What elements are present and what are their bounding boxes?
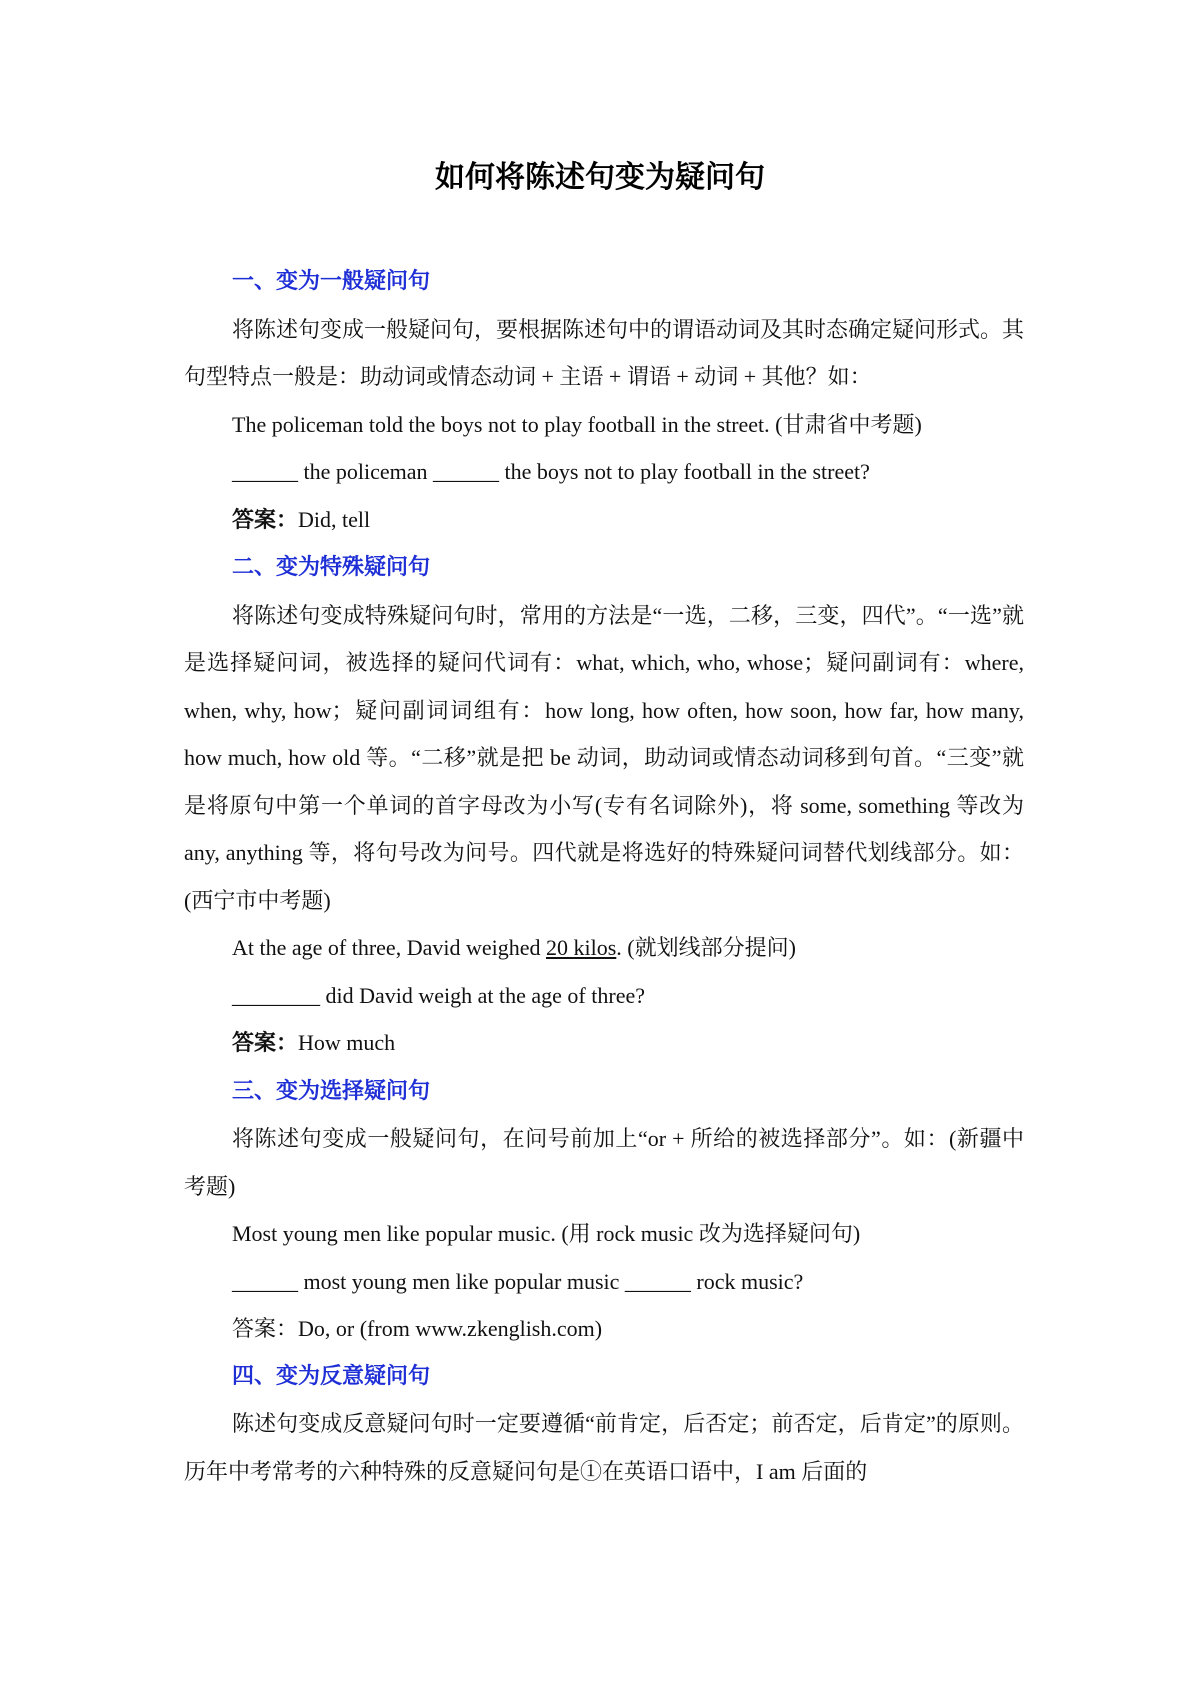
section-1-answer — [184, 496, 1024, 545]
section-2-intro: 将陈述句变成特殊疑问句时，常用的方法是“一选，二移，三变，四代”。“一选”就是选择疑问词，被选择的疑问代词有：what, which, who, whose；疑问副词有：where, when, why, how；疑问副词词组有：how long, how often, how soon, how far, how many, how much, how old 等。“二移”就是把 be 动词，助动词或情态动词移到句首。“三变”就是将原句中第一个单词的首字母改为小写(专有名词除外)，将 some, something 等改为 any, anything 等，将句号改为问号。四代就是将选好的特殊疑问词替代划线部分。如：(西宁市中考题) — [184, 602, 1024, 913]
section-2-answer — [184, 1019, 1024, 1068]
section-2-example-underlined: 20 kilos — [546, 935, 617, 960]
section-1-answer-text: Did, tell — [298, 506, 371, 532]
section-1-example: The policeman told the boys not to play football in the street. (甘肃省中考题) — [232, 411, 922, 437]
section-2-heading: 二、变为特殊疑问句 — [232, 555, 431, 580]
section-1-heading: 一、变为一般疑问句 — [232, 269, 431, 294]
section-4-intro: 陈述句变成反意疑问句时一定要遵循“前肯定，后否定；前否定，后肯定”的原则。历年中考常考的六种特殊的反意疑问句是①在英语口语中，I am 后面的 — [184, 1411, 1024, 1484]
section-3-answer — [184, 1305, 1024, 1353]
section-3-answer-text: Do, or (from www.zkenglish.com) — [298, 1316, 603, 1341]
section-2-example — [184, 924, 1024, 972]
section-3-heading: 三、变为选择疑问句 — [232, 1078, 431, 1104]
section-2-example-after: . (就划线部分提问) — [616, 935, 796, 960]
section-1-intro: 将陈述句变成一般疑问句，要根据陈述句中的谓语动词及其时态确定疑问形式。其句型特点一般是：助动词或情态动词 + 主语 + 谓语 + 动词 + 其他？如： — [184, 316, 1025, 389]
document-body — [184, 258, 1024, 1495]
section-3-intro: 将陈述句变成一般疑问句，在问号前加上“or + 所给的被选择部分”。如：(新疆中考题) — [184, 1126, 1024, 1199]
section-2-blank-question: ________ did David weigh at the age of three? — [232, 982, 645, 1008]
section-4-heading: 四、变为反意疑问句 — [232, 1363, 431, 1389]
section-3-blank-question: ______ most young men like popular music ______ rock music? — [232, 1268, 804, 1294]
section-3-answer-label: 答案： — [232, 1316, 299, 1341]
section-1-answer-label: 答案： — [232, 507, 299, 533]
page-title: 如何将陈述句变为疑问句 — [435, 160, 765, 195]
section-3-example: Most young men like popular music. (用 rock music 改为选择疑问句) — [232, 1221, 861, 1246]
section-2-answer-text: How much — [298, 1030, 396, 1055]
section-2-answer-label: 答案： — [232, 1031, 299, 1056]
section-2-example-before: At the age of three, David weighed — [232, 935, 546, 960]
section-1-blank-question: ______ the policeman ______ the boys not to play football in the street? — [232, 459, 870, 484]
